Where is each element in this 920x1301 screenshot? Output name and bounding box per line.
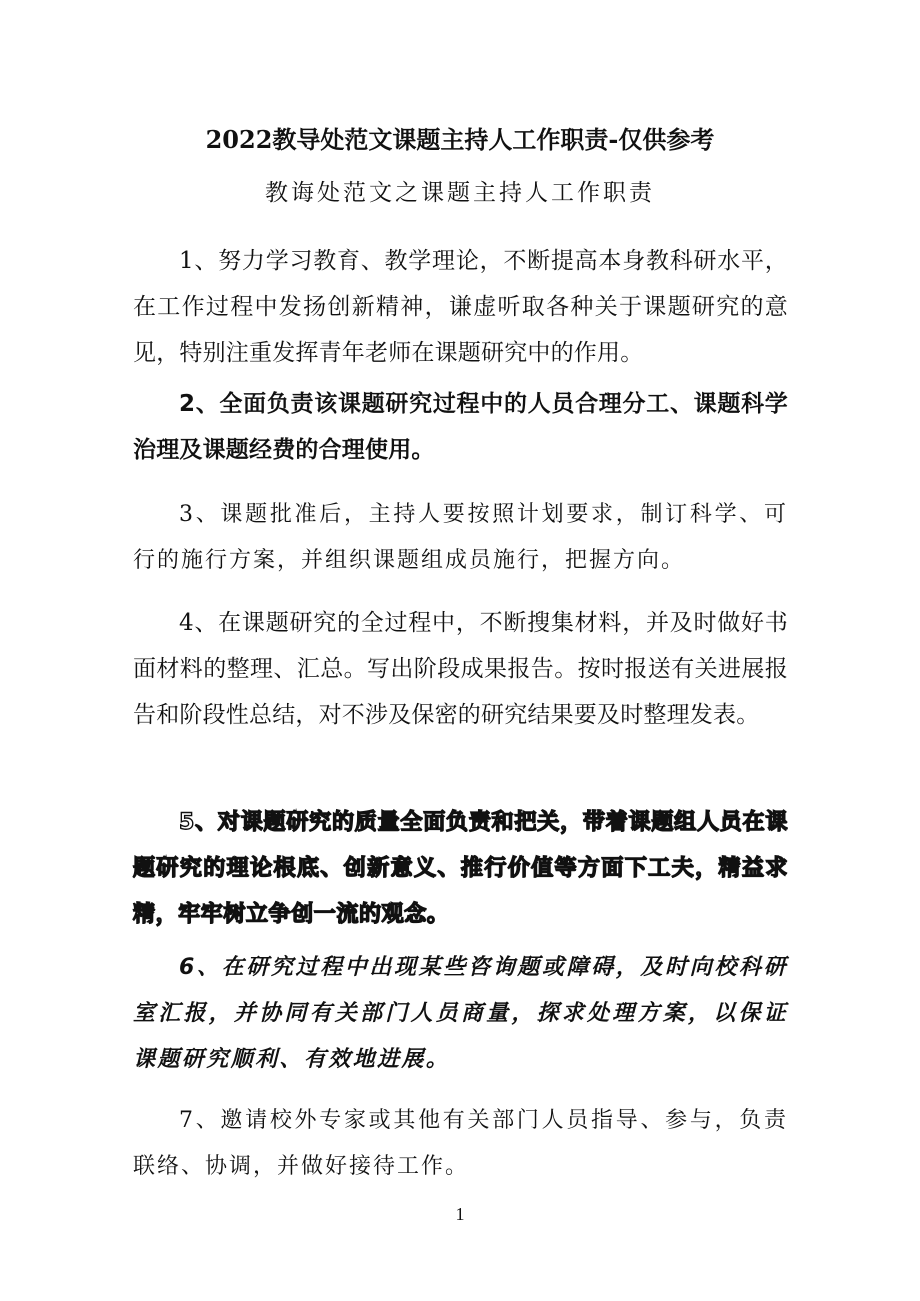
document-title: 2022教导处范文课题主持人工作职责-仅供参考 xyxy=(205,125,715,154)
paragraph-4: 4、在课题研究的全过程中，不断搜集材料，并及时做好书面材料的整理、汇总。写出阶段成果报告。按时报送有关进展报告和阶段性总结，对不涉及保密的研究结果要及时整理发表。 xyxy=(133,610,788,728)
paragraph-7: 7、邀请校外专家或其他有关部门人员指导、参与，负责联络、协调，并做好接待工作。 xyxy=(133,1108,788,1179)
paragraph-3: 3、课题批准后，主持人要按照计划要求，制订科学、可行的施行方案，并组织课题组成员施行，把握方向。 xyxy=(133,502,788,573)
document-subtitle: 教诲处范文之课题主持人工作职责 xyxy=(265,180,655,206)
paragraph-5: 5、对课题研究的质量全面负责和把关，带着课题组人员在课题研究的理论根底、创新意义、推行价值等方面下工夫，精益求精，牢牢树立争创一流的观念。 xyxy=(133,810,788,927)
paragraph-6: 6、在研究过程中出现某些咨询题或障碍，及时向校科研室汇报，并协同有关部门人员商量，探求处理方案，以保证课题研究顺利、有效地进展。 xyxy=(133,955,788,1072)
paragraph-2: 2、全面负责该课题研究过程中的人员合理分工、课题科学治理及课题经费的合理使用。 xyxy=(133,391,788,463)
paragraph-1: 1、努力学习教育、教学理论，不断提高本身教科研水平，在工作过程中发扬创新精神，谦虚听取各种关于课题研究的意见，特别注重发挥青年老师在课题研究中的作用。 xyxy=(133,248,788,366)
page-number: 1 xyxy=(455,1204,465,1224)
